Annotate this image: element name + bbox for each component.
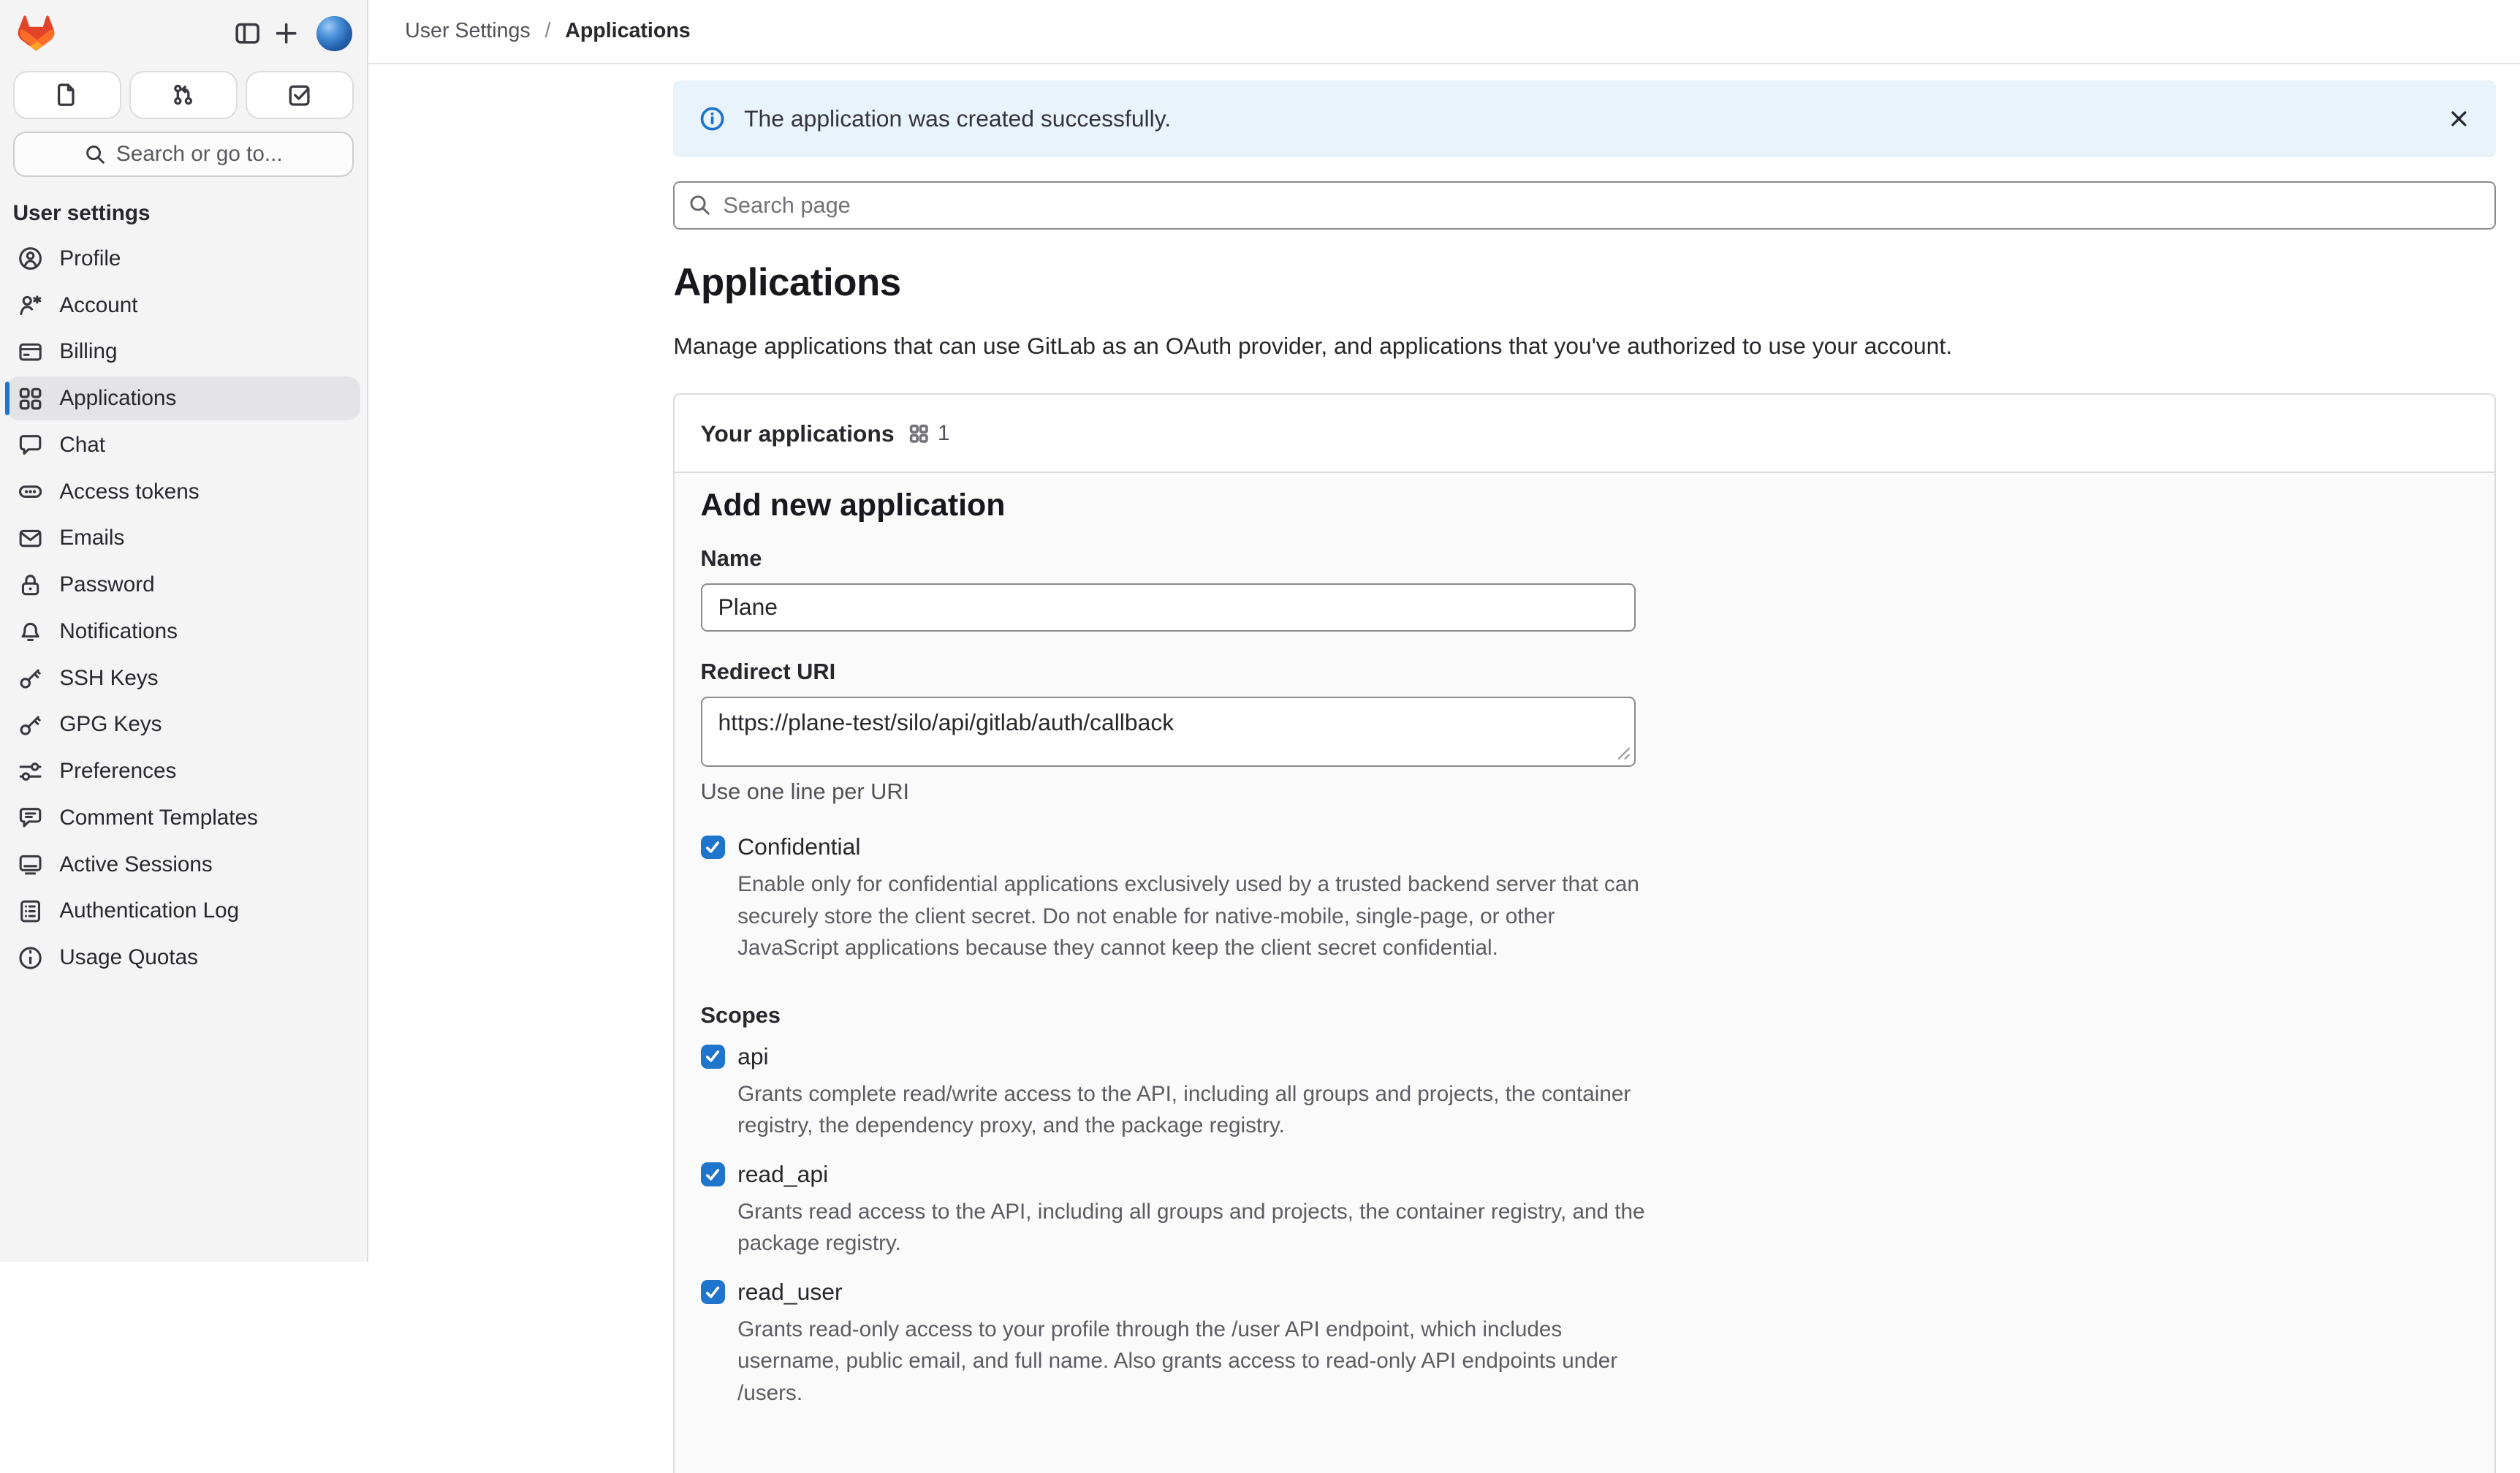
content-area (368, 80, 2520, 1473)
gpg-keys-icon (18, 712, 43, 738)
create-new-button[interactable] (267, 15, 305, 53)
sidebar-item-label: Notifications (59, 618, 178, 643)
sidebar-item-label: Emails (59, 526, 125, 550)
sidebar-item-label: Authentication Log (59, 898, 240, 923)
sidebar-item-comment-templates[interactable] (7, 796, 360, 839)
search-icon (84, 143, 107, 166)
comment-templates-icon (18, 805, 43, 830)
sidebar-item-label: Comment Templates (59, 805, 258, 830)
sidebar-item-label: Password (59, 572, 155, 597)
ssh-keys-icon (18, 665, 43, 691)
sidebar (0, 0, 368, 1262)
breadcrumb-user-settings[interactable]: User Settings (405, 19, 531, 43)
scope-api-checkbox[interactable] (701, 1045, 725, 1069)
sidebar-item-gpg-keys[interactable] (7, 703, 360, 746)
sidebar-item-label: Account (59, 292, 138, 317)
shortcut-merge-requests-button[interactable] (129, 71, 238, 119)
emails-icon (18, 526, 43, 551)
scope-api-help: Grants complete read/write access to the API, including all groups and projects, the container registry, the dependency proxy, and the package registry. (737, 1081, 1631, 1138)
form-title: Add new application (700, 487, 1006, 523)
applications-icon (908, 423, 930, 444)
redirect-uri-hint: Use one line per URI (700, 778, 910, 804)
resize-handle-icon[interactable] (1617, 746, 1631, 761)
check-icon (704, 1284, 721, 1301)
check-icon (704, 1048, 721, 1065)
scope-read-user-checkbox[interactable] (701, 1280, 725, 1304)
page-description: Manage applications that can use GitLab as an OAuth provider, and applications that you've authorized to use your account. (673, 332, 1953, 359)
access-tokens-icon (18, 479, 43, 504)
breadcrumb-applications: Applications (565, 19, 691, 43)
sidebar-item-label: Usage Quotas (59, 945, 199, 970)
redirect-uri-label: Redirect URI (700, 659, 836, 685)
sidebar-item-usage-quotas[interactable] (7, 936, 360, 979)
card-body (675, 473, 2494, 1473)
sidebar-item-billing[interactable] (7, 330, 360, 374)
sidebar-header (0, 0, 367, 61)
scope-api-label[interactable]: api (737, 1042, 769, 1069)
sidebar-item-authentication-log[interactable] (7, 890, 360, 933)
active-sessions-icon (18, 852, 43, 877)
scope-row-api (701, 1043, 2469, 1142)
alert-text: The application was created successfully. (744, 105, 1172, 132)
plus-icon (273, 20, 300, 47)
sidebar-item-preferences[interactable] (7, 749, 360, 792)
usage-quotas-icon (18, 945, 43, 971)
notifications-icon (18, 618, 43, 644)
confidential-label[interactable]: Confidential (737, 833, 861, 860)
sidebar-item-label: Access tokens (59, 479, 200, 504)
scope-row-read-user (701, 1279, 2469, 1409)
sidebar-item-label: Preferences (59, 759, 177, 784)
preferences-icon (18, 759, 43, 784)
chat-icon (18, 432, 43, 458)
global-search-placeholder: Search or go to... (115, 142, 283, 167)
merge-request-icon (170, 82, 196, 107)
password-icon (18, 572, 43, 598)
sidebar-item-emails[interactable] (7, 517, 360, 560)
account-icon (18, 292, 43, 318)
sidebar-item-profile[interactable] (7, 237, 360, 280)
global-search[interactable] (13, 132, 354, 177)
sidebar-shortcuts (0, 61, 367, 119)
sidebar-toggle-button[interactable] (228, 15, 267, 53)
sidebar-item-label: SSH Keys (59, 665, 159, 690)
sidebar-item-label: Chat (59, 432, 106, 457)
redirect-uri-textarea[interactable] (701, 697, 1636, 768)
applications-icon (18, 386, 43, 412)
page-title: Applications (673, 261, 901, 305)
avatar[interactable] (316, 16, 352, 51)
alert-close-button[interactable] (2448, 107, 2470, 130)
sidebar-item-access-tokens[interactable] (7, 470, 360, 513)
applications-count: 1 (937, 421, 950, 446)
scope-read-api-checkbox[interactable] (701, 1162, 725, 1186)
sidebar-item-account[interactable] (7, 284, 360, 327)
todo-check-icon (286, 82, 312, 107)
check-icon (704, 838, 721, 856)
issues-icon (54, 82, 80, 107)
confidential-row (701, 833, 2469, 963)
page-search-input[interactable] (673, 181, 2496, 230)
sidebar-nav (0, 237, 367, 980)
confidential-checkbox[interactable] (701, 836, 725, 860)
sidebar-item-ssh-keys[interactable] (7, 656, 360, 700)
scope-read-api-help: Grants read access to the API, including all groups and projects, the container registry, and the package registry. (737, 1199, 1645, 1256)
sidebar-item-chat[interactable] (7, 423, 360, 466)
breadcrumb (368, 0, 2520, 64)
your-applications-card (673, 393, 2496, 1473)
sidebar-item-label: GPG Keys (59, 712, 162, 737)
shortcut-issues-button[interactable] (13, 71, 121, 119)
close-icon (2448, 107, 2470, 130)
sidebar-item-label: Profile (59, 246, 121, 270)
scope-row-read-api (701, 1161, 2469, 1260)
card-header (675, 395, 2494, 473)
name-label: Name (700, 545, 762, 572)
sidebar-toggle-icon (234, 20, 261, 47)
profile-icon (18, 246, 43, 271)
name-input[interactable] (701, 583, 1636, 632)
sidebar-item-label: Applications (59, 386, 177, 411)
breadcrumb-separator: / (544, 19, 551, 43)
shortcut-todos-button[interactable] (246, 71, 354, 119)
sidebar-item-password[interactable] (7, 563, 360, 606)
scope-read-user-label[interactable]: read_user (737, 1278, 843, 1305)
card-title: Your applications (700, 420, 895, 447)
applications-count-badge (908, 421, 949, 446)
sidebar-item-applications[interactable] (7, 376, 360, 420)
confidential-help: Enable only for confidential applications exclusively used by a trusted backend server that can securely store the client secret. Do not enable for native-mobile, single-page, or other JavaScript applications because they cannot keep the client secret confidential. (737, 872, 1639, 960)
billing-icon (18, 339, 43, 365)
alert-success (673, 80, 2496, 158)
sidebar-item-notifications[interactable] (7, 610, 360, 653)
sidebar-item-label: Billing (59, 339, 118, 364)
check-icon (704, 1166, 721, 1184)
authentication-log-icon (18, 898, 43, 924)
gitlab-logo[interactable] (16, 15, 56, 53)
main-content (368, 0, 2520, 1405)
sidebar-item-active-sessions[interactable] (7, 843, 360, 886)
page-search (673, 181, 2496, 230)
sidebar-item-label: Active Sessions (59, 852, 213, 876)
scope-read-user-help: Grants read-only access to your profile through the /user API endpoint, which includes username, public email, and full name. Also grants access to read-only API endpoints under /users. (737, 1317, 1618, 1405)
info-icon (699, 106, 725, 132)
sidebar-section-title: User settings (12, 200, 151, 225)
scope-read-api-label[interactable]: read_api (737, 1160, 829, 1187)
scopes-label: Scopes (700, 1002, 781, 1029)
